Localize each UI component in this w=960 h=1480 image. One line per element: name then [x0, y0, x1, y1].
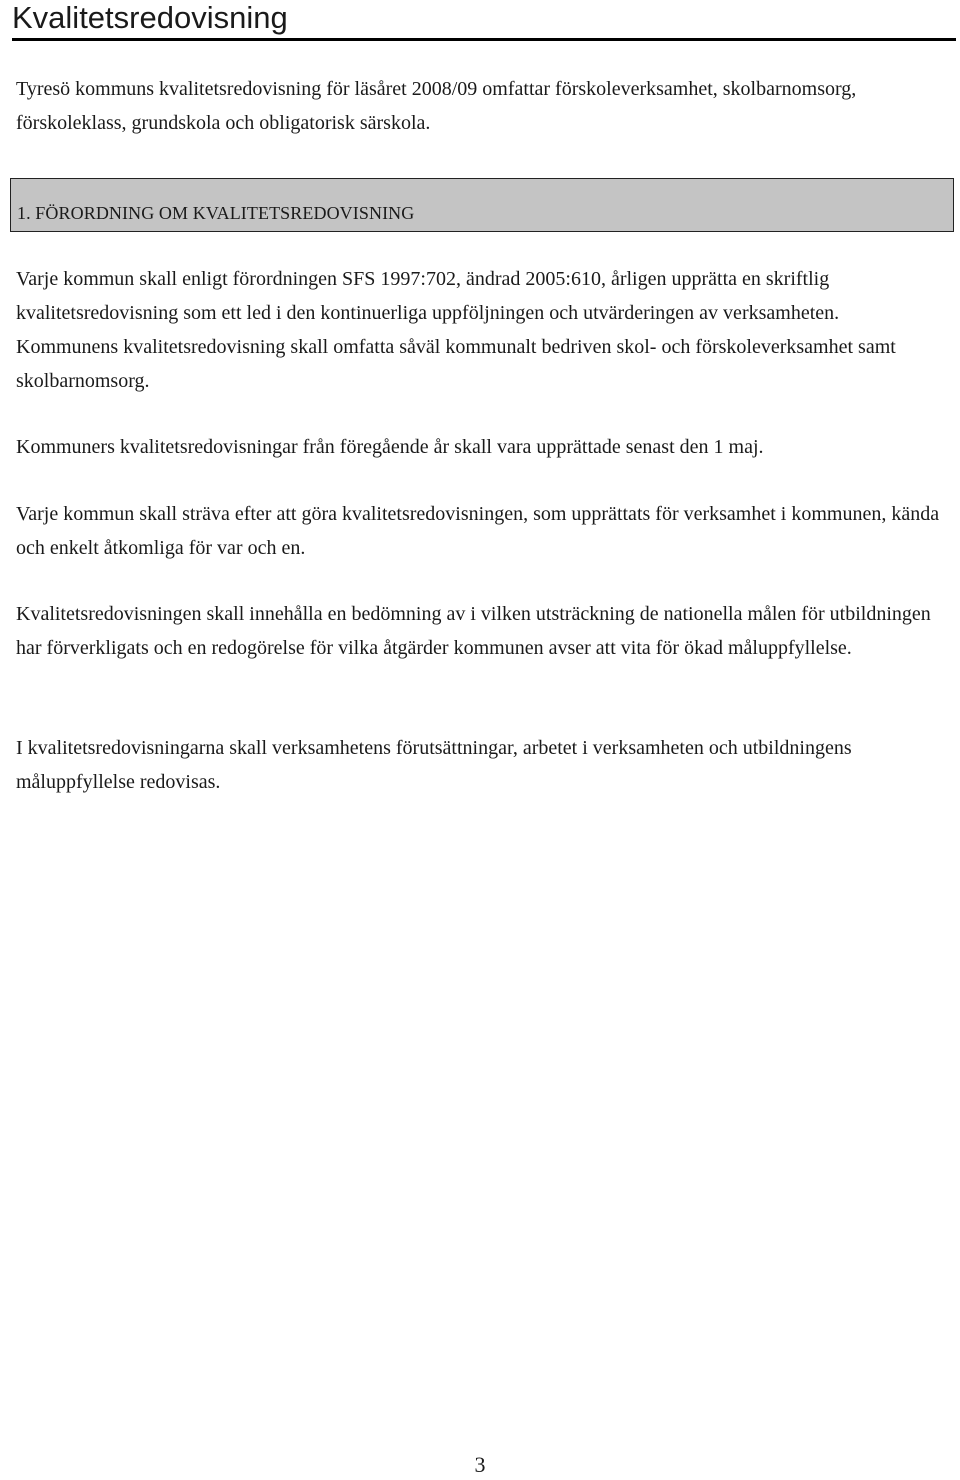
- page-number: 3: [474, 1452, 486, 1477]
- section-heading-box: [10, 178, 954, 232]
- intro-paragraph: Tyresö kommuns kvalitetsredovisning för läsåret 2008/09 omfattar förskoleverksamhet, skolbarnomsorg, förskoleklass, grundskola och obligatorisk särskola.: [16, 78, 857, 134]
- title-divider: [12, 38, 956, 41]
- body-paragraph: Kommuners kvalitetsredovisningar från föregående år skall vara upprättade senast den 1 maj.: [16, 436, 764, 458]
- page-title: Kvalitetsredovisning: [12, 0, 288, 35]
- body-paragraph: Varje kommun skall enligt förordningen SFS 1997:702, ändrad 2005:610, årligen upprätta en skriftlig kvalitetsredovisning som ett led i den kontinuerliga uppföljningen och utvärderingen av verksamheten. Kommunens kvalitetsredovisning skall omfatta såväl kommunalt bedriven skol- och förskoleverksamhet samt skolbarnomsorg.: [16, 268, 896, 392]
- body-paragraph: Varje kommun skall sträva efter att göra kvalitetsredovisningen, som upprättats för verksamhet i kommunen, kända och enkelt åtkomliga för var och en.: [16, 503, 940, 559]
- section-heading: 1. FÖRORDNING OM KVALITETSREDOVISNING: [17, 203, 415, 223]
- body-paragraph: I kvalitetsredovisningarna skall verksamhetens förutsättningar, arbetet i verksamheten och utbildningens måluppfyllelse redovisas.: [16, 737, 852, 793]
- body-paragraph: Kvalitetsredovisningen skall innehålla en bedömning av i vilken utsträckning de nationella målen för utbildningen har förverkligats och en redogörelse för vilka åtgärder kommunen avser att vita för ökad måluppfyllelse.: [16, 603, 931, 659]
